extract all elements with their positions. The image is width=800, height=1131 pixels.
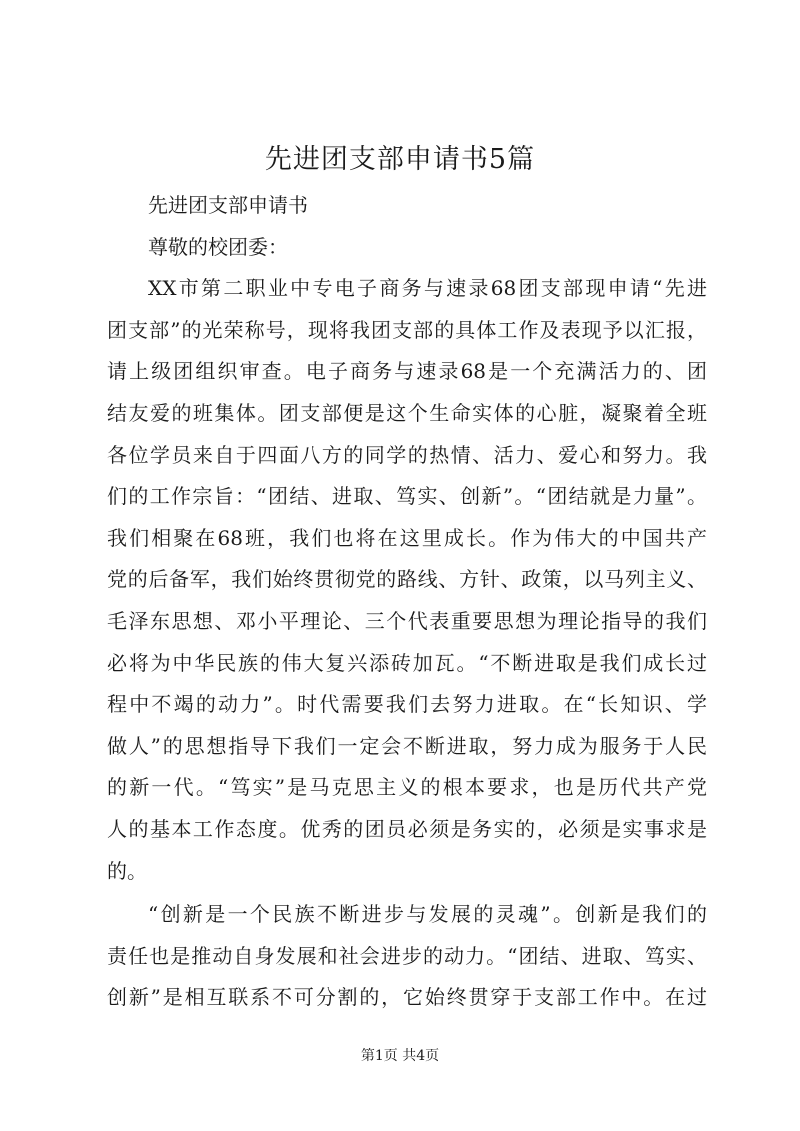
body-line: 做人”的思想指导下我们一定会不断进取，努力成为服务于人民 — [107, 733, 707, 758]
body-line: 尊敬的校团委： — [148, 234, 288, 259]
body-line: 创新”是相互联系不可分割的，它始终贯穿于支部工作中。在过 — [107, 985, 707, 1010]
body-line: 请上级团组织审查。电子商务与速录68是一个充满活力的、团 — [107, 359, 707, 384]
body-line: 各位学员来自于四面八方的同学的热情、活力、爱心和努力。我 — [107, 442, 707, 467]
body-line: 党的后备军，我们始终贯彻党的路线、方针、政策，以马列主义、 — [107, 567, 707, 592]
document-body — [107, 185, 707, 1019]
body-line: 责任也是推动自身发展和社会进步的动力。“团结、进取、笃实、 — [107, 943, 707, 968]
body-line: 结友爱的班集体。团支部便是这个生命实体的心脏，凝聚着全班 — [107, 400, 707, 425]
body-line: 必将为中华民族的伟大复兴添砖加瓦。“不断进取是我们成长过 — [107, 650, 707, 675]
body-line: 们的工作宗旨：“团结、进取、笃实、创新”。“团结就是力量”。 — [107, 484, 707, 509]
body-line: 的新一代。“笃实”是马克思主义的根本要求，也是历代共产党 — [107, 775, 707, 800]
body-line: 先进团支部申请书 — [148, 193, 308, 217]
body-line: 毛泽东思想、邓小平理论、三个代表重要思想为理论指导的我们 — [107, 608, 707, 633]
body-line: 我们相聚在68班，我们也将在这里成长。作为伟大的中国共产 — [107, 525, 707, 550]
body-line: “创新是一个民族不断进步与发展的灵魂”。创新是我们的 — [148, 902, 707, 927]
body-line: 团支部”的光荣称号，现将我团支部的具体工作及表现予以汇报， — [107, 317, 707, 342]
body-line: 的。 — [107, 858, 147, 883]
body-line: 程中不竭的动力”。时代需要我们去努力进取。在“长知识、学 — [107, 692, 707, 717]
page-footer: 第1页 共4页 — [360, 1048, 440, 1064]
body-line: 人的基本工作态度。优秀的团员必须是务实的，必须是实事求是 — [107, 816, 707, 841]
body-line: XX市第二职业中专电子商务与速录68团支部现申请“先进 — [148, 276, 707, 301]
document-title: 先进团支部申请书5篇 — [264, 144, 536, 175]
